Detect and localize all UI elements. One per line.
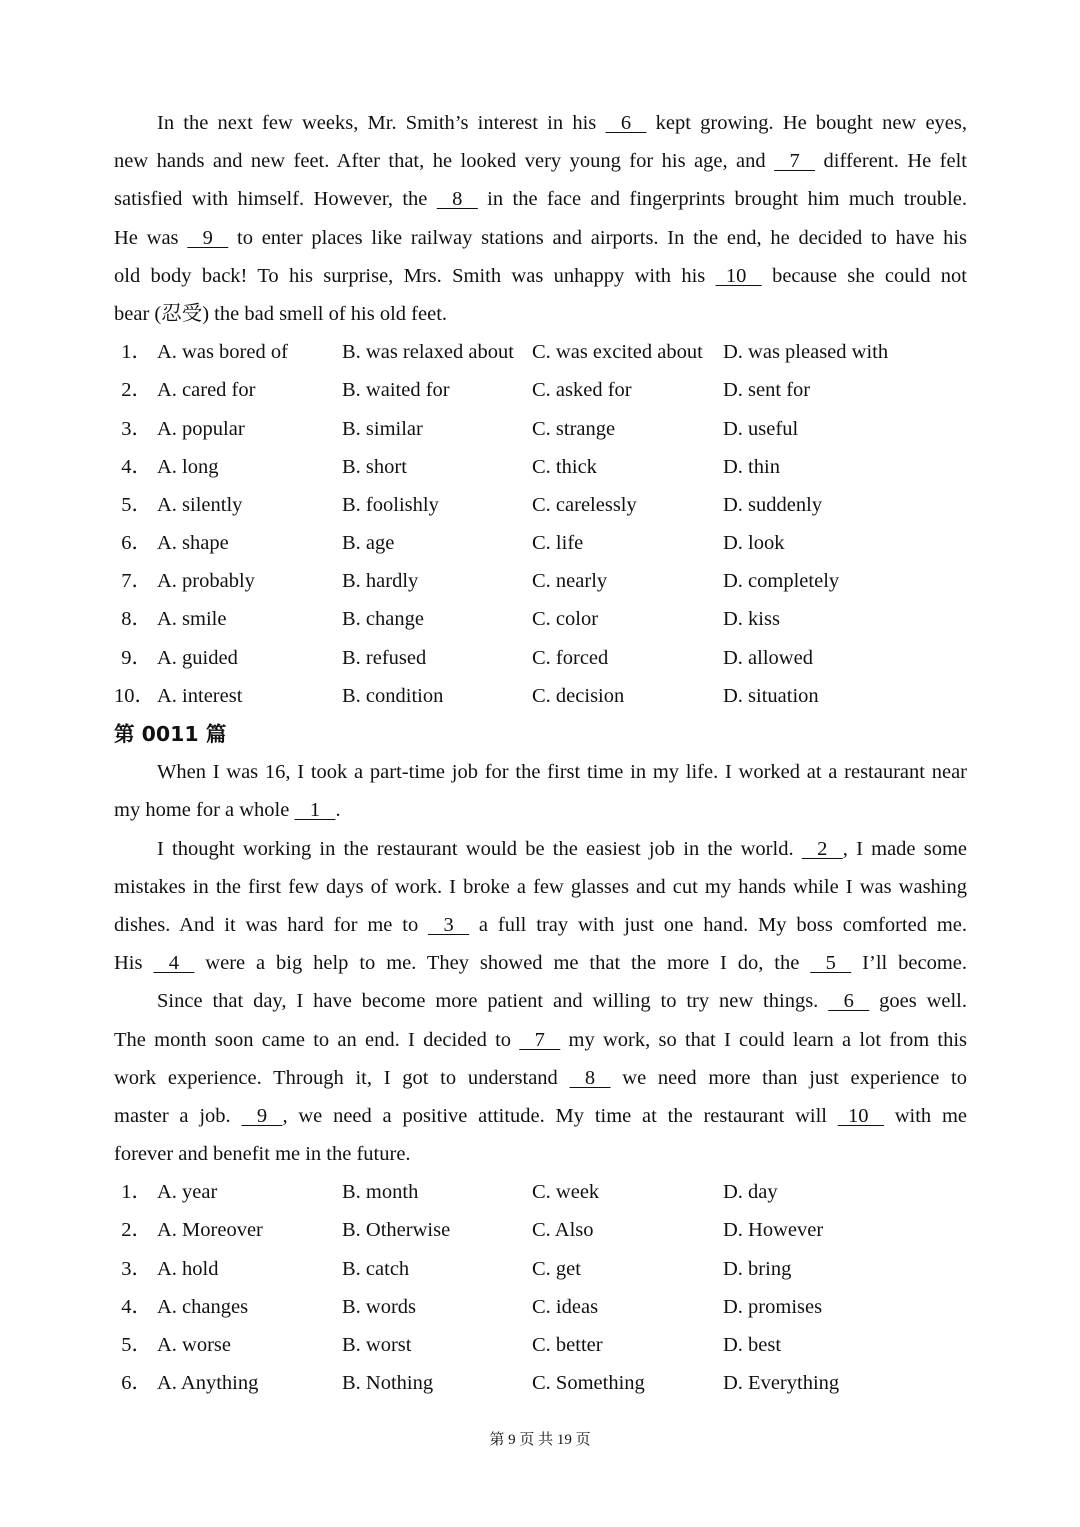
passage-line: He was 9 to enter places like railway stations and airports. In the end, he decided to have his bbox=[114, 219, 967, 257]
answer-blank: 7 bbox=[774, 150, 816, 173]
question-number: 2． bbox=[121, 1219, 152, 1242]
option-a: A. interest bbox=[157, 684, 243, 707]
option-b: B. Otherwise bbox=[342, 1219, 451, 1242]
question-list-1 bbox=[114, 333, 967, 715]
option-d: D. bring bbox=[723, 1257, 792, 1280]
passage-line: new hands and new feet. After that, he looked very young for his age, and 7 different. He felt bbox=[114, 142, 967, 180]
option-d: D. useful bbox=[723, 417, 799, 440]
option-c: C. thick bbox=[532, 455, 597, 478]
question-row bbox=[114, 333, 967, 371]
option-a: A. silently bbox=[157, 493, 243, 516]
question-number: 5． bbox=[121, 1334, 152, 1356]
passage-1 bbox=[114, 104, 967, 333]
answer-blank: 9 bbox=[241, 1104, 283, 1127]
option-c: C. Something bbox=[532, 1372, 645, 1395]
question-number: 4． bbox=[121, 455, 152, 478]
option-a: A. guided bbox=[157, 646, 238, 669]
option-d: D. day bbox=[723, 1181, 778, 1204]
passage-line: master a job. 9 , we need a positive attitude. My time at the restaurant will 10 with me bbox=[114, 1097, 967, 1135]
option-c: C. carelessly bbox=[532, 493, 637, 516]
option-d: D. allowed bbox=[723, 646, 813, 669]
option-a: A. year bbox=[157, 1181, 218, 1204]
option-b: B. foolishly bbox=[342, 493, 439, 516]
page-footer: 第 9 页 共 19 页 bbox=[489, 1432, 591, 1448]
option-b: B. age bbox=[342, 532, 395, 555]
question-row bbox=[114, 1326, 967, 1364]
option-b: B. waited for bbox=[342, 379, 450, 402]
passage-line: bear (忍受) the bad smell of his old feet. bbox=[114, 302, 448, 325]
option-c: C. was excited about bbox=[532, 341, 703, 364]
passage-line: work experience. Through it, I got to understand 8 we need more than just experience to bbox=[114, 1059, 967, 1097]
option-d: D. completely bbox=[723, 570, 840, 593]
option-b: B. short bbox=[342, 455, 407, 478]
option-d: D. kiss bbox=[723, 608, 780, 631]
answer-blank: 7 bbox=[519, 1028, 561, 1051]
question-row bbox=[114, 600, 967, 638]
answer-blank: 9 bbox=[187, 226, 229, 249]
passage-line: forever and benefit me in the future. bbox=[114, 1143, 411, 1166]
option-c: C. get bbox=[532, 1257, 581, 1280]
option-b: B. worst bbox=[342, 1334, 412, 1356]
question-row bbox=[114, 410, 967, 448]
option-d: D. However bbox=[723, 1219, 824, 1242]
option-d: D. best bbox=[723, 1334, 782, 1356]
option-d: D. thin bbox=[723, 455, 780, 478]
option-c: C. strange bbox=[532, 417, 616, 440]
question-number: 10． bbox=[114, 684, 155, 707]
passage-line: In the next few weeks, Mr. Smith’s interest in his 6 kept growing. He bought new eyes, bbox=[114, 104, 967, 142]
answer-blank: 5 bbox=[810, 952, 852, 975]
option-a: A. Moreover bbox=[157, 1219, 263, 1242]
option-a: A. Anything bbox=[157, 1372, 259, 1395]
passage-line: old body back! To his surprise, Mrs. Smith was unhappy with his 10 because she could not bbox=[114, 257, 967, 295]
question-number: 3． bbox=[121, 417, 152, 440]
option-a: A. was bored of bbox=[157, 341, 288, 364]
answer-blank: 10 bbox=[837, 1104, 884, 1127]
question-row bbox=[114, 639, 967, 677]
passage-line: I thought working in the restaurant would be the easiest job in the world. 2 , I made some bbox=[114, 830, 967, 868]
question-row bbox=[114, 486, 967, 524]
question-number: 1． bbox=[121, 1181, 152, 1204]
option-b: B. change bbox=[342, 608, 424, 631]
answer-blank: 6 bbox=[605, 112, 647, 134]
question-number: 6． bbox=[121, 1372, 152, 1395]
passage-line: satisfied with himself. However, the 8 in the face and fingerprints brought him much trouble. bbox=[114, 180, 967, 218]
question-list-2 bbox=[114, 1173, 967, 1402]
option-c: C. decision bbox=[532, 684, 625, 707]
option-c: C. Also bbox=[532, 1219, 594, 1242]
option-c: C. asked for bbox=[532, 379, 632, 402]
passage-line: Since that day, I have become more patient and willing to try new things. 6 goes well. bbox=[114, 982, 967, 1020]
option-b: B. catch bbox=[342, 1257, 410, 1280]
passage-line: His 4 were a big help to me. They showed me that the more I do, the 5 I’ll become. bbox=[114, 944, 967, 982]
option-d: D. promises bbox=[723, 1295, 823, 1318]
option-d: D. was pleased with bbox=[723, 341, 889, 364]
option-c: C. color bbox=[532, 608, 599, 631]
passage-2 bbox=[114, 753, 967, 1173]
question-row bbox=[114, 1364, 967, 1402]
answer-blank: 6 bbox=[828, 990, 870, 1013]
option-b: B. words bbox=[342, 1295, 417, 1318]
answer-blank: 2 bbox=[801, 837, 843, 860]
section-title: 第 0011 篇 bbox=[114, 722, 227, 746]
option-a: A. long bbox=[157, 455, 219, 478]
passage-line: The month soon came to an end. I decided to 7 my work, so that I could learn a lot from this bbox=[114, 1021, 967, 1059]
question-row bbox=[114, 448, 967, 486]
passage-line: my home for a whole 1 . bbox=[114, 791, 967, 829]
option-a: A. smile bbox=[157, 608, 227, 631]
option-b: B. was relaxed about bbox=[342, 341, 514, 364]
question-number: 3． bbox=[121, 1257, 152, 1280]
option-b: B. similar bbox=[342, 417, 423, 440]
option-d: D. Everything bbox=[723, 1372, 840, 1395]
option-d: D. look bbox=[723, 532, 785, 555]
option-b: B. Nothing bbox=[342, 1372, 434, 1395]
question-row bbox=[114, 1288, 967, 1326]
question-number: 4． bbox=[121, 1295, 152, 1318]
question-row bbox=[114, 1173, 967, 1211]
option-a: A. shape bbox=[157, 532, 229, 555]
option-b: B. month bbox=[342, 1181, 419, 1204]
answer-blank: 8 bbox=[436, 188, 478, 211]
option-c: C. better bbox=[532, 1334, 603, 1356]
option-c: C. week bbox=[532, 1181, 600, 1204]
option-c: C. ideas bbox=[532, 1295, 599, 1318]
option-d: D. suddenly bbox=[723, 493, 823, 516]
option-a: A. cared for bbox=[157, 379, 256, 402]
option-d: D. situation bbox=[723, 684, 819, 707]
question-row bbox=[114, 1211, 967, 1249]
page-content bbox=[114, 104, 967, 1402]
option-a: A. popular bbox=[157, 417, 245, 440]
option-a: A. changes bbox=[157, 1295, 249, 1318]
option-a: A. hold bbox=[157, 1257, 219, 1280]
question-number: 7． bbox=[121, 570, 152, 593]
question-number: 5． bbox=[121, 493, 152, 516]
option-c: C. life bbox=[532, 532, 584, 555]
question-row bbox=[114, 677, 967, 715]
option-b: B. condition bbox=[342, 684, 444, 707]
question-row bbox=[114, 524, 967, 562]
question-number: 6． bbox=[121, 532, 152, 555]
answer-blank: 1 bbox=[294, 799, 336, 822]
question-number: 9． bbox=[121, 646, 152, 669]
question-row bbox=[114, 1250, 967, 1288]
question-number: 2． bbox=[121, 379, 152, 402]
question-number: 1． bbox=[121, 341, 152, 364]
question-row bbox=[114, 371, 967, 409]
question-row bbox=[114, 562, 967, 600]
passage-line: mistakes in the first few days of work. I broke a few glasses and cut my hands while I was washing bbox=[114, 875, 967, 898]
option-d: D. sent for bbox=[723, 379, 811, 402]
option-c: C. forced bbox=[532, 646, 609, 669]
option-c: C. nearly bbox=[532, 570, 608, 593]
option-b: B. refused bbox=[342, 646, 427, 669]
option-a: A. probably bbox=[157, 570, 255, 593]
option-b: B. hardly bbox=[342, 570, 419, 593]
question-number: 8． bbox=[121, 608, 152, 631]
answer-blank: 10 bbox=[715, 264, 762, 287]
answer-blank: 3 bbox=[428, 913, 470, 936]
answer-blank: 4 bbox=[153, 952, 195, 975]
passage-line: dishes. And it was hard for me to 3 a full tray with just one hand. My boss comforted me. bbox=[114, 906, 967, 944]
answer-blank: 8 bbox=[569, 1066, 611, 1089]
option-a: A. worse bbox=[157, 1334, 232, 1356]
passage-line: When I was 16, I took a part-time job for the first time in my life. I worked at a restaurant near bbox=[157, 761, 967, 784]
